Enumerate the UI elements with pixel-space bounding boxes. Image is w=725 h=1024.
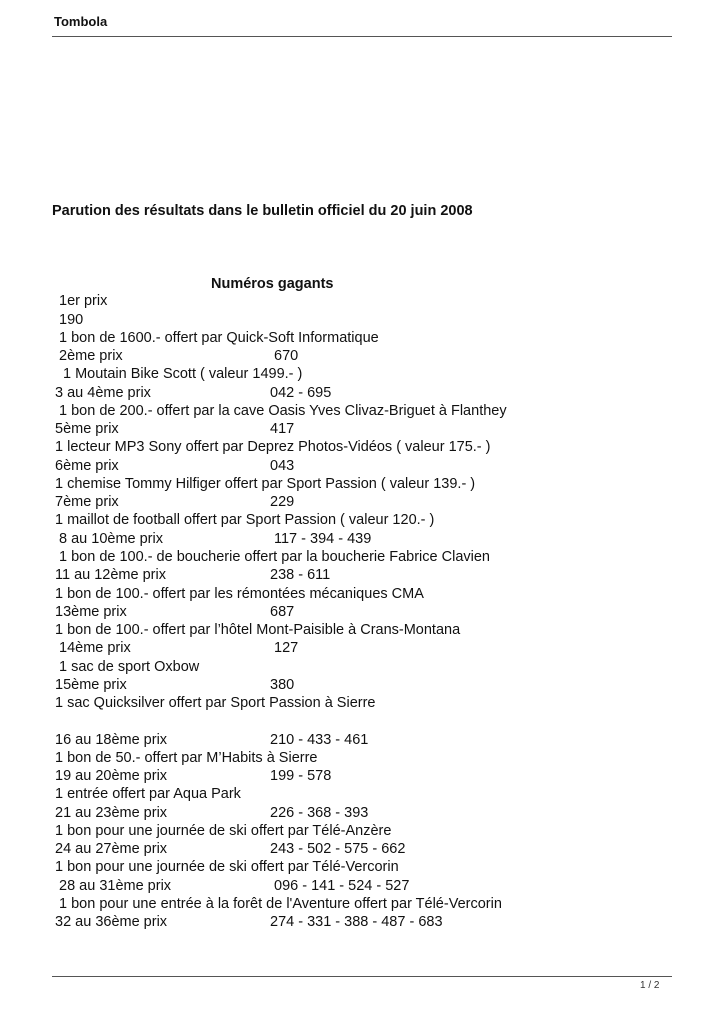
prize-rank: 1er prix <box>59 293 108 309</box>
prize-rank: 21 au 23ème prix <box>55 805 168 821</box>
prize-row <box>59 347 299 365</box>
prize-numbers: 670 <box>274 348 299 364</box>
prize-description: 1 bon de 100.- de boucherie offert par la boucherie Fabrice Clavien <box>59 549 490 565</box>
footer-rule <box>52 976 672 977</box>
prize-row <box>59 639 299 657</box>
prize-rank: 11 au 12ème prix <box>55 567 166 583</box>
prize-row <box>55 566 331 584</box>
prize-description: 1 bon pour une entrée à la forêt de l'Aventure offert par Télé-Vercorin <box>59 896 502 912</box>
prize-numbers: 127 <box>274 640 299 656</box>
prize-description: 1 entrée offert par Aqua Park <box>55 786 241 802</box>
prize-rank: 28 au 31ème prix <box>59 878 172 894</box>
prize-row <box>55 767 332 785</box>
prize-rank: 13ème prix <box>55 604 127 620</box>
page-number: 1 / 2 <box>640 980 660 991</box>
prize-rank: 5ème prix <box>55 421 119 437</box>
prize-rank: 14ème prix <box>59 640 131 656</box>
prize-description: 1 sac de sport Oxbow <box>59 659 200 675</box>
prize-description: 1 Moutain Bike Scott ( valeur 1499.- ) <box>63 366 303 382</box>
prize-row <box>55 840 406 858</box>
prize-rank: 32 au 36ème prix <box>55 914 168 930</box>
winning-numbers-heading: Numéros gagants <box>211 276 334 292</box>
prize-numbers: 417 <box>270 421 295 437</box>
header-title: Tombola <box>54 14 108 29</box>
prize-numbers: 043 <box>270 458 295 474</box>
prize-numbers: 042 - 695 <box>270 385 332 401</box>
prize-row <box>55 676 295 694</box>
prize-numbers: 274 - 331 - 388 - 487 - 683 <box>270 914 443 930</box>
prize-description: 1 lecteur MP3 Sony offert par Deprez Photos-Vidéos ( valeur 175.- ) <box>55 439 491 455</box>
prize-row <box>55 420 295 438</box>
prize-numbers: 687 <box>270 604 295 620</box>
prize-numbers: 117 - 394 - 439 <box>274 531 372 547</box>
prize-numbers: 229 <box>270 494 295 510</box>
prize-row <box>55 913 443 931</box>
prize-description: 1 bon pour une journée de ski offert par Télé-Anzère <box>55 823 392 839</box>
prize-numbers: 190 <box>59 312 84 328</box>
prize-row <box>59 877 410 895</box>
prize-description: 1 bon de 100.- offert par l’hôtel Mont-Paisible à Crans-Montana <box>55 622 461 638</box>
prize-description: 1 bon de 50.- offert par M’Habits à Sierre <box>55 750 318 766</box>
prize-rank: 19 au 20ème prix <box>55 768 168 784</box>
prize-rank: 3 au 4ème prix <box>55 385 151 401</box>
prize-description: 1 bon pour une journée de ski offert par Télé-Vercorin <box>55 859 399 875</box>
prize-row <box>55 804 369 822</box>
results-headline: Parution des résultats dans le bulletin officiel du 20 juin 2008 <box>52 203 473 219</box>
prize-rank: 6ème prix <box>55 458 119 474</box>
prize-numbers: 096 - 141 - 524 - 527 <box>274 878 410 894</box>
prize-numbers: 380 <box>270 677 295 693</box>
prize-rank: 7ème prix <box>55 494 119 510</box>
header-rule <box>52 36 672 37</box>
prize-description: 1 bon de 1600.- offert par Quick-Soft Informatique <box>59 330 379 346</box>
prize-numbers: 210 - 433 - 461 <box>270 732 369 748</box>
prize-description: 1 chemise Tommy Hilfiger offert par Sport Passion ( valeur 139.- ) <box>55 476 476 492</box>
prize-row <box>55 384 332 402</box>
prize-numbers: 226 - 368 - 393 <box>270 805 369 821</box>
prize-row <box>59 530 372 548</box>
prize-description: 1 sac Quicksilver offert par Sport Passion à Sierre <box>55 695 376 711</box>
prize-rank: 24 au 27ème prix <box>55 841 168 857</box>
prize-row <box>55 603 295 621</box>
prize-rank: 16 au 18ème prix <box>55 732 168 748</box>
prize-numbers: 199 - 578 <box>270 768 332 784</box>
prize-numbers: 243 - 502 - 575 - 662 <box>270 841 406 857</box>
prize-row <box>55 457 295 475</box>
prize-description: 1 bon de 200.- offert par la cave Oasis Yves Clivaz-Briguet à Flanthey <box>59 403 507 419</box>
prize-description: 1 maillot de football offert par Sport Passion ( valeur 120.- ) <box>55 512 435 528</box>
prize-rank: 2ème prix <box>59 348 123 364</box>
prize-numbers: 238 - 611 <box>270 567 331 583</box>
prize-row <box>55 493 295 511</box>
prize-description: 1 bon de 100.- offert par les rémontées mécaniques CMA <box>55 586 424 602</box>
prize-row <box>55 731 369 749</box>
prize-rank: 15ème prix <box>55 677 127 693</box>
prize-rank: 8 au 10ème prix <box>59 531 163 547</box>
